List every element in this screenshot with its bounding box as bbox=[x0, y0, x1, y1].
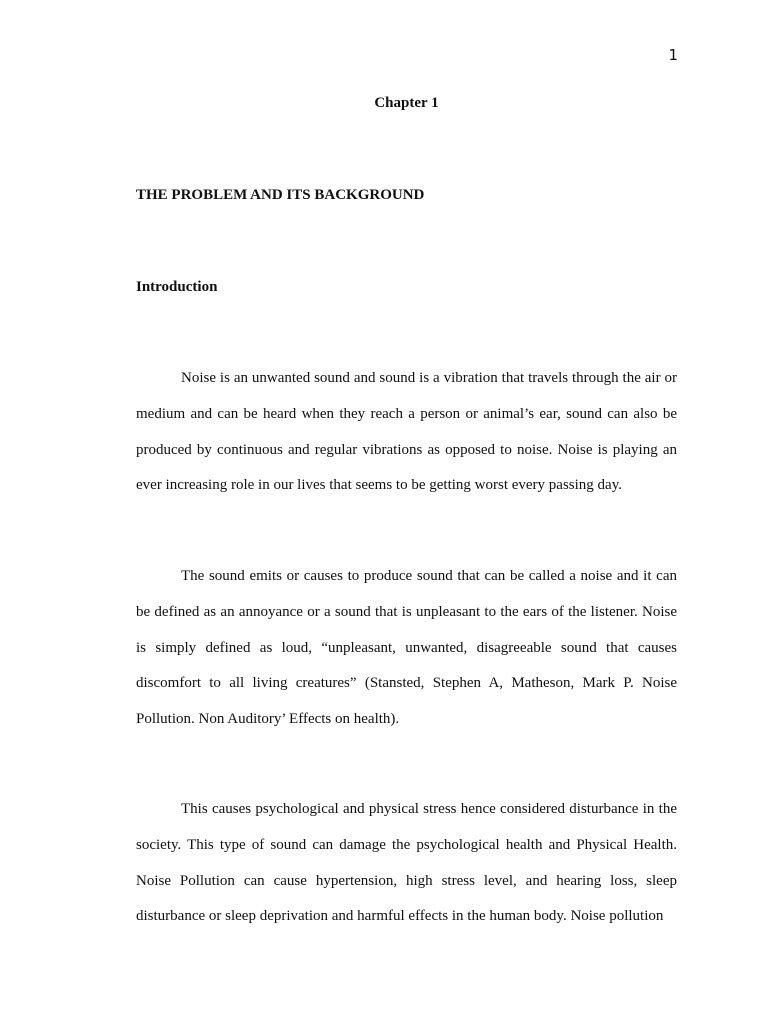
paragraph-3: This causes psychological and physical stress hence considered disturbance in the society. This type of sound can damage the psychological health and Physical Health. Noise Pollution can cause hypertension, high stress level, and hearing loss, sleep disturbance or sleep deprivation and harmful effects in the human body. Noise pollution bbox=[136, 801, 677, 925]
paragraph-1: Noise is an unwanted sound and sound is a vibration that travels through the air or medium and can be heard when they reach a person or animal’s ear, sound can also be produced by continuous and regular vibrations as opposed to noise. Noise is playing an ever increasing role in our lives that seems to be getting worst every passing day. bbox=[136, 370, 677, 494]
page-number: 1 bbox=[668, 46, 678, 64]
subsection-heading: Introduction bbox=[136, 279, 218, 295]
section-heading: THE PROBLEM AND ITS BACKGROUND bbox=[136, 187, 425, 203]
chapter-title: Chapter 1 bbox=[374, 95, 439, 111]
paragraph-2: The sound emits or causes to produce sound that can be called a noise and it can be defined as an annoyance or a sound that is unpleasant to the ears of the listener. Noise is simply defined as loud, “unpleasant, unwanted, disagreeable sound that causes discomfort to all living creatures” (Stansted, Stephen A, Matheson, Mark P. Noise Pollution. Non Auditory’ Effects on health). bbox=[136, 568, 677, 728]
